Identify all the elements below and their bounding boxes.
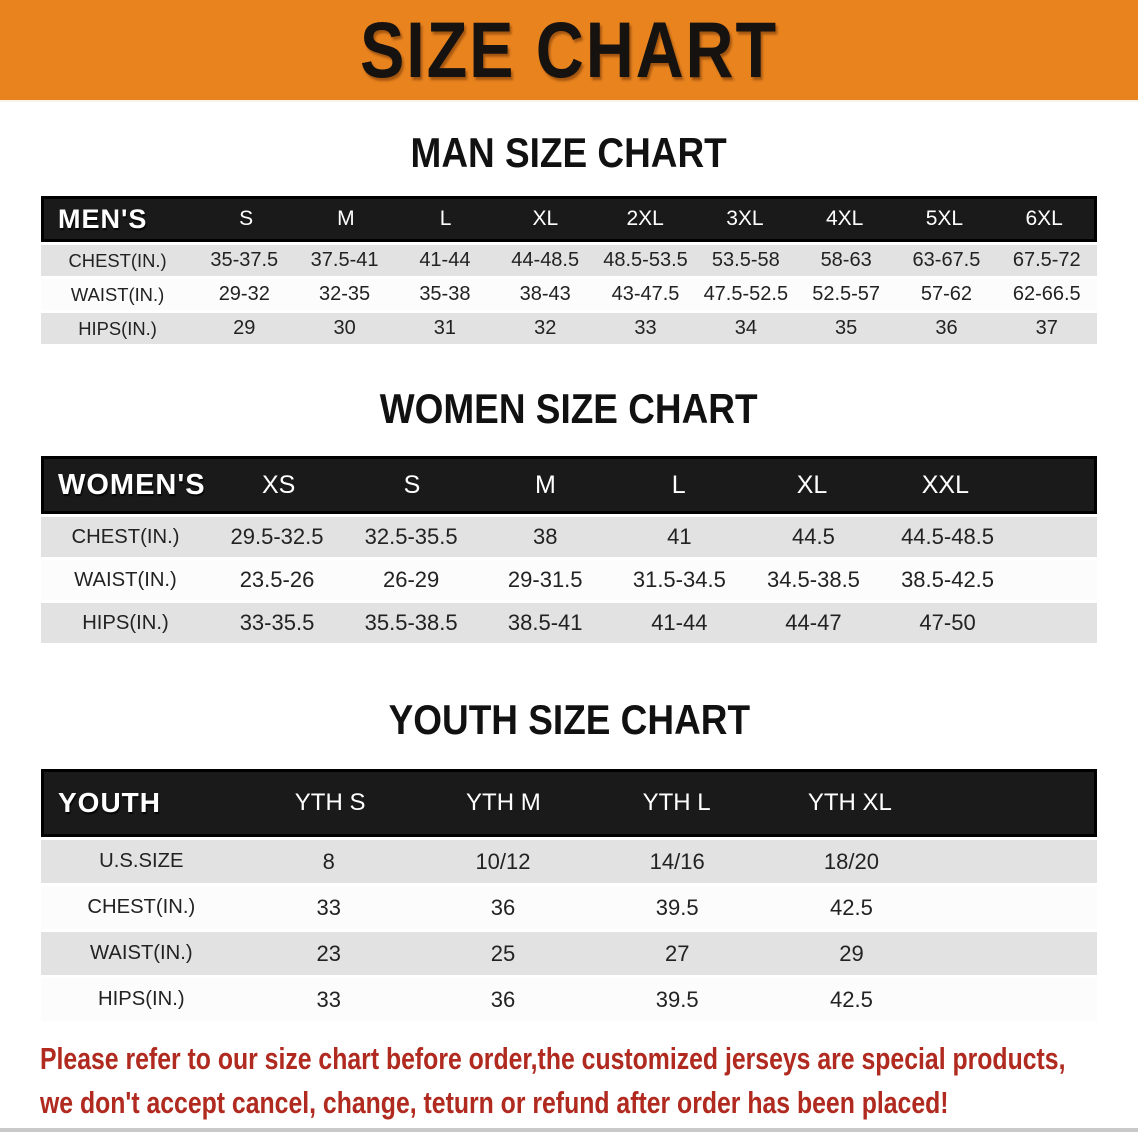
- row-label: HIPS(IN.): [82, 611, 169, 634]
- size-value-cell: 34: [734, 317, 757, 339]
- table-row: [41, 517, 1097, 557]
- size-value-cell: 10/12: [475, 848, 531, 874]
- row-label: HIPS(IN.): [98, 988, 185, 1010]
- size-value-cell: 41-44: [419, 249, 471, 271]
- size-value-cell: 33: [634, 317, 657, 339]
- row-label: CHEST(IN.): [71, 525, 180, 548]
- table-header-row: [41, 769, 1097, 837]
- column-header: 2XL: [626, 207, 664, 230]
- table-row: [41, 603, 1097, 643]
- size-value-cell: 31: [433, 317, 457, 339]
- size-value-cell: 33: [316, 986, 341, 1012]
- table-row: [41, 840, 1097, 883]
- table-row: [41, 245, 1097, 276]
- mens-size-table: [41, 196, 1097, 344]
- column-header: XS: [261, 470, 296, 499]
- table-row: [41, 932, 1097, 975]
- banner-title: SIZE CHART: [360, 6, 778, 94]
- womens-chart-heading: [0, 384, 1138, 434]
- row-label: WAIST(IN.): [74, 568, 177, 591]
- size-value-cell: 44-48.5: [511, 249, 580, 271]
- size-value-cell: 42.5: [830, 986, 873, 1012]
- column-header: 5XL: [925, 207, 964, 230]
- column-header: M: [534, 470, 556, 499]
- size-value-cell: 26-29: [382, 567, 440, 592]
- row-label: HIPS(IN.): [78, 317, 157, 339]
- size-value-cell: 42.5: [830, 894, 873, 920]
- size-value-cell: 25: [490, 940, 516, 966]
- disclaimer-line-2: we don't accept cancel, change, teturn or refund after order has been placed!: [40, 1085, 949, 1120]
- size-value-cell: 31.5-34.5: [632, 567, 726, 592]
- size-value-cell: 44.5-48.5: [901, 524, 995, 549]
- size-value-cell: 41: [667, 524, 692, 549]
- size-value-cell: 23.5-26: [239, 567, 315, 592]
- size-value-cell: 41-44: [651, 610, 708, 635]
- size-value-cell: 29-31.5: [507, 567, 583, 592]
- mens-chart-heading: [0, 128, 1138, 178]
- size-value-cell: 35-37.5: [210, 249, 279, 271]
- size-value-cell: 29: [233, 317, 256, 339]
- size-value-cell: 52.5-57: [812, 283, 881, 305]
- table-header-row: [41, 456, 1097, 514]
- youth-chart-heading-text: YOUTH SIZE CHART: [388, 696, 750, 743]
- youth-chart-heading: [0, 695, 1138, 745]
- size-value-cell: 14/16: [649, 848, 705, 874]
- size-value-cell: 62-66.5: [1012, 283, 1081, 305]
- size-value-cell: 18/20: [823, 848, 879, 874]
- size-value-cell: 32: [534, 317, 557, 339]
- size-value-cell: 36: [490, 894, 516, 920]
- size-value-cell: 29: [839, 940, 864, 966]
- size-value-cell: 36: [935, 317, 958, 339]
- womens-chart-heading-text: WOMEN SIZE CHART: [380, 385, 758, 432]
- size-value-cell: 23: [316, 940, 341, 966]
- column-header: L: [671, 470, 686, 499]
- column-header: XL: [796, 470, 828, 499]
- table-row: [41, 978, 1097, 1021]
- table-title: MEN'S: [58, 203, 148, 234]
- size-value-cell: 39.5: [655, 894, 699, 920]
- table-title: WOMEN'S: [58, 468, 206, 501]
- size-value-cell: 38: [532, 524, 558, 549]
- size-value-cell: 44-47: [785, 610, 842, 635]
- table-row: [41, 279, 1097, 310]
- row-label: WAIST(IN.): [89, 942, 193, 964]
- column-header: M: [337, 207, 355, 230]
- size-value-cell: 30: [333, 317, 356, 339]
- row-label: WAIST(IN.): [70, 283, 165, 305]
- size-value-cell: 39.5: [655, 986, 699, 1012]
- bottom-edge-strip: [0, 1128, 1138, 1132]
- youth-size-table: [41, 769, 1097, 1021]
- column-header: YTH XL: [807, 789, 892, 816]
- table-header-row: [41, 196, 1097, 242]
- column-header: XL: [532, 207, 559, 230]
- size-value-cell: 47-50: [919, 610, 976, 635]
- size-value-cell: 63-67.5: [912, 249, 981, 271]
- youth-section: [0, 695, 1138, 1021]
- row-label: CHEST(IN.): [87, 896, 196, 918]
- size-value-cell: 48.5-53.5: [603, 249, 688, 271]
- column-header: YTH S: [294, 789, 366, 816]
- size-value-cell: 47.5-52.5: [703, 283, 789, 305]
- size-value-cell: 43-47.5: [611, 283, 680, 305]
- womens-size-table: [41, 456, 1097, 643]
- size-value-cell: 57-62: [920, 283, 973, 305]
- disclaimer-text: [0, 1037, 1138, 1125]
- size-value-cell: 38-43: [519, 283, 571, 305]
- size-value-cell: 67.5-72: [1012, 249, 1081, 271]
- table-row: [41, 313, 1097, 344]
- mens-chart-heading-text: MAN SIZE CHART: [410, 129, 728, 176]
- row-label: U.S.SIZE: [99, 850, 184, 872]
- size-value-cell: 37: [1035, 317, 1058, 339]
- size-value-cell: 36: [490, 986, 516, 1012]
- size-value-cell: 53.5-58: [711, 249, 780, 271]
- size-value-cell: 58-63: [820, 249, 872, 271]
- size-value-cell: 29-32: [218, 283, 270, 305]
- column-header: XXL: [921, 470, 970, 499]
- disclaimer-line-1: Please refer to our size chart before order,the customized jerseys are special products,: [40, 1041, 1066, 1076]
- size-value-cell: 38.5-41: [507, 610, 583, 635]
- table-row: [41, 886, 1097, 929]
- size-value-cell: 27: [664, 940, 690, 966]
- size-value-cell: 37.5-41: [310, 249, 379, 271]
- womens-section: [0, 384, 1138, 643]
- size-value-cell: 29.5-32.5: [230, 524, 324, 549]
- column-header: 4XL: [825, 207, 864, 230]
- size-value-cell: 35-38: [419, 283, 471, 305]
- size-value-cell: 32-35: [319, 283, 371, 305]
- table-title: YOUTH: [58, 787, 161, 818]
- size-value-cell: 35: [835, 317, 858, 339]
- row-label: CHEST(IN.): [68, 249, 167, 271]
- column-header: S: [403, 470, 421, 499]
- column-header: YTH M: [466, 789, 541, 816]
- column-header: 6XL: [1025, 207, 1063, 230]
- column-header: 3XL: [726, 207, 764, 230]
- table-row: [41, 560, 1097, 600]
- size-value-cell: 33: [316, 894, 341, 920]
- size-value-cell: 32.5-35.5: [364, 524, 458, 549]
- size-value-cell: 34.5-38.5: [766, 567, 860, 592]
- size-value-cell: 44.5: [792, 524, 835, 549]
- size-value-cell: 35.5-38.5: [364, 610, 458, 635]
- column-header: S: [239, 207, 254, 230]
- column-header: L: [439, 207, 452, 230]
- size-value-cell: 33-35.5: [239, 610, 315, 635]
- size-value-cell: 38.5-42.5: [901, 567, 995, 592]
- size-chart-banner: [0, 0, 1138, 102]
- mens-section: [0, 128, 1138, 344]
- column-header: YTH L: [642, 789, 711, 816]
- size-value-cell: 8: [322, 848, 335, 874]
